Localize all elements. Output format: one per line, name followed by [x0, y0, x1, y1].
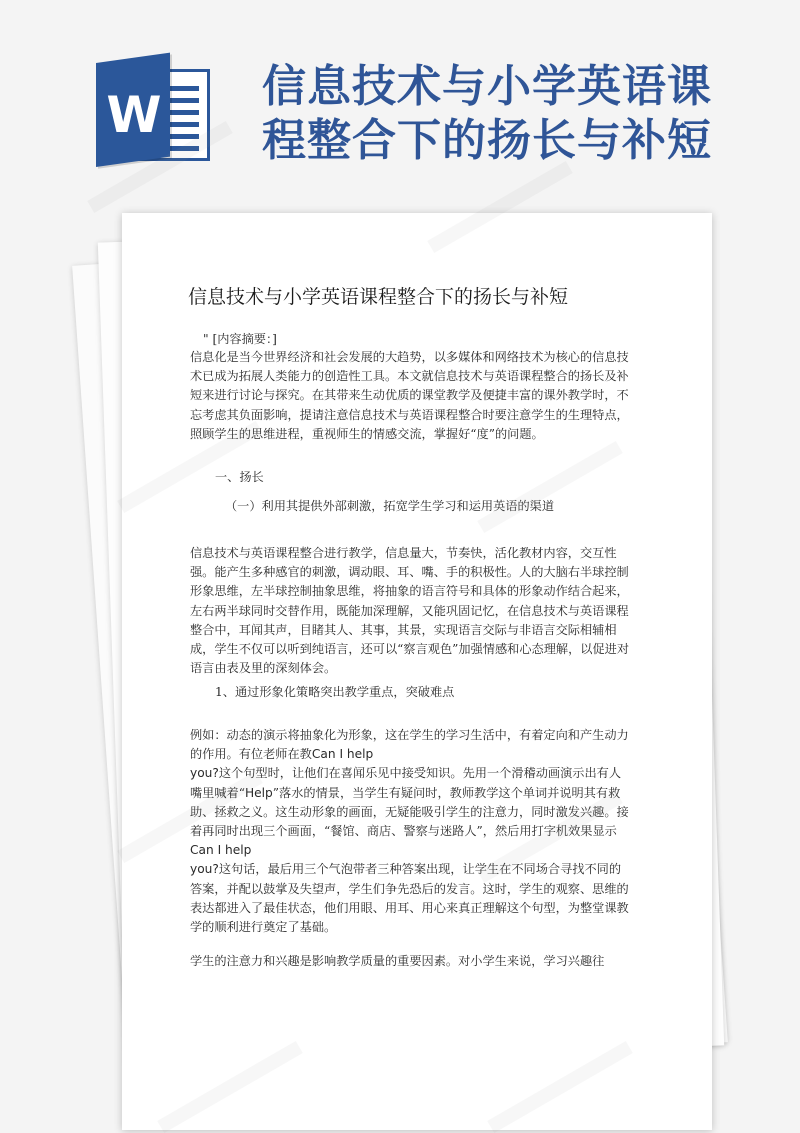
- example-paragraph: [190, 726, 630, 937]
- hero-title-line1: 信息技术与小学英语课: [262, 61, 712, 112]
- subsection-heading-1: （一）利用其提供外部刺激，拓宽学生学习和运用英语的渠道: [225, 499, 555, 513]
- document-title: 信息技术与小学英语课程整合下的扬长与补短: [188, 286, 569, 308]
- body-paragraph-last: 学生的注意力和兴趣是影响教学质量的重要因素。对小学生来说，学习兴趣往: [190, 954, 605, 968]
- abstract-paragraph: 信息化是当今世界经济和社会发展的大趋势，以多媒体和网络技术为核心的信息技术已成为拓展人类能力的创造性工具。本文就信息技术与英语课程整合的扬长及补短来进行讨论与探究。在其带来生动优质的课堂教学及便捷丰富的课外教学时，不忘考虑其负面影响，提请注意信息技术与英语课程整合时要注意学生的生理特点，照顾学生的思维进程，重视师生的情感交流，掌握好“度”的问题。: [190, 350, 629, 441]
- example-english-1b: you?: [190, 766, 219, 781]
- example-english-1: Can I help: [311, 747, 374, 762]
- abstract-label: " [内容摘要：]: [203, 332, 277, 346]
- section-heading-1: 一、扬长: [215, 470, 264, 484]
- example-english-2: Can I help: [190, 843, 252, 858]
- body-paragraph-1: 信息技术与英语课程整合进行教学，信息量大，节奏快，活化教材内容，交互性强。能产生多种感官的刺激，调动眼、耳、嘴、手的积极性。人的大脑右半球控制形象思维，左半球控制抽象思维，将抽象的语言符号和具体的形象动作结合起来，左右两半球同时交替作用，既能加深理解，又能巩固记忆，在信息技术与英语课程整合中，耳闻其声，目睹其人、其事，其景，实现语言交际与非语言交际相辅相成，学生不仅可以听到纯语言，还可以“察言观色”加强情感和心态理解，以促进对语言由表及里的深刻体会。: [190, 546, 630, 676]
- word-logo: [96, 63, 216, 167]
- example-help-word: Help: [244, 785, 273, 800]
- example-text-d: 这句话，最后用三个气泡带者三种答案出现，让学生在不同场合寻找不同的答案，并配以鼓掌及失望声，学生们争先恐后的发言。这时，学生的观察、思维的表达都进入了最佳状态，他们用眼、用耳、用心来真正理解这个句型，为整堂课教学的顺利进行奠定了基础。: [190, 862, 629, 935]
- example-text-c: ”落水的情景，当学生有疑问时，教师教学这个单词并说明其有救助、拯救之义。这生动形象的画面，无疑能吸引学生的注意力，同时激发兴趣。接着再同时出现三个画面，“餐馆、商店、警察与迷路人”，然后用打字机效果显示: [190, 785, 629, 839]
- example-text-b: 这个句型时，让他们在喜闻乐见中接受知识。先用一个滑稽动画演示出有人嘴里喊着“: [190, 766, 622, 800]
- point-heading-1: 1、通过形象化策略突出教学重点，突破难点: [215, 685, 455, 699]
- word-logo-letter: W: [106, 86, 162, 144]
- hero-title-line2: 程整合下的扬长与补短: [262, 115, 712, 166]
- example-text-a: 例如：动态的演示将抽象化为形象，这在学生的学习生活中，有着定向和产生动力的作用。有位老师在教: [190, 728, 629, 762]
- hero-title: [262, 60, 782, 168]
- example-english-2b: you?: [190, 862, 219, 877]
